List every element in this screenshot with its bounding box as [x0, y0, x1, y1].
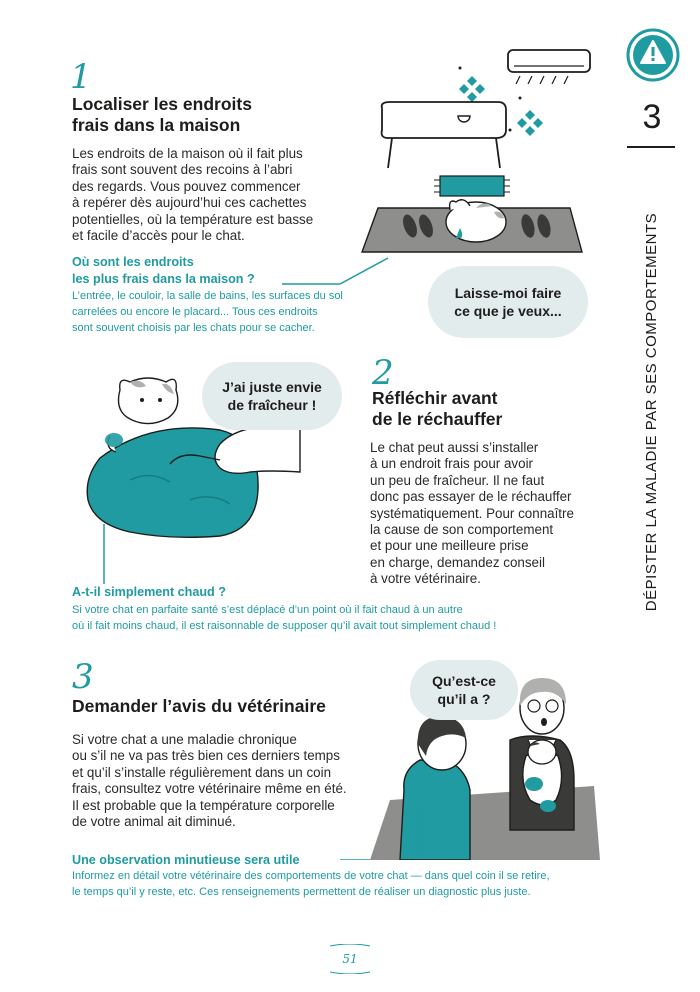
section-1-note-heading: Où sont les endroits les plus frais dans la maison ?: [72, 255, 255, 286]
chapter-title: DÉPISTER LA MALADIE PAR SES COMPORTEMENTS: [643, 212, 660, 612]
cool-room-illustration: [270, 40, 600, 290]
section-1-body: Les endroits de la maison où il fait plus frais sont souvent des recoins à l’abri des regards. Vous pouvez commencer à repérer dès aujourd’hui ces cachettes potentielles, où la température est basse et facile d’accès pour le chat.: [72, 146, 314, 244]
speech-bubble-3: Qu’est-ce qu’il a ?: [410, 660, 518, 720]
section-3-number: 3: [72, 657, 94, 697]
section-1-number: 1: [70, 57, 92, 97]
section-1-note-body: L’entrée, le couloir, la salle de bains, les surfaces du sol carrelées ou encore le placard... Tous ces endroits sont souvent choisis par les chats pour se cacher.: [72, 290, 343, 334]
section-3-title: Demander l’avis du vétérinaire: [72, 696, 326, 716]
section-2-body: Le chat peut aussi s’installer à un endroit frais pour avoir un peu de fraîcheur. Il ne faut donc pas essayer de le réchauffer systématiquement. Pour connaître la cause de son comportement et pour une meilleure prise en charge, demandez conseil à votre vétérinaire.: [370, 440, 574, 587]
section-2-note-heading: A-t-il simplement chaud ?: [72, 585, 226, 599]
section-2-title: Réfléchir avant de le réchauffer: [372, 388, 503, 429]
section-3-note-heading: Une observation minutieuse sera utile: [72, 853, 300, 867]
warning-icon: [626, 28, 680, 82]
chapter-divider: [627, 146, 675, 148]
section-3-body: Si votre chat a une maladie chronique ou s’il ne va pas très bien ces derniers temps et qu’il s’installe régulièrement dans un coin frais, consultez votre vétérinaire même en été. Il est probable que la température corporelle de votre animal ait diminué.: [72, 732, 347, 830]
section-1-title: Localiser les endroits frais dans la maison: [72, 94, 252, 135]
section-2-note-body: Si votre chat en parfaite santé s’est déplacé d’un point où il fait chaud à un autre où il fait moins chaud, il est raisonnable de supposer qu’il avait tout simplement chaud !: [72, 604, 497, 632]
speech-bubble-1: Laisse-moi faire ce que je veux...: [428, 266, 588, 338]
section-3-note-body: Informez en détail votre vétérinaire des comportements de votre chat — dans quel coin il se retire, le temps qu’il y reste, etc. Ces renseignements permettent de réaliser un diagnostic plus juste.: [72, 870, 550, 898]
chapter-number: 3: [642, 98, 662, 136]
section-2-number: 2: [372, 353, 394, 393]
page-number: 51: [342, 952, 358, 966]
speech-bubble-2: J’ai juste envie de fraîcheur !: [202, 362, 342, 430]
